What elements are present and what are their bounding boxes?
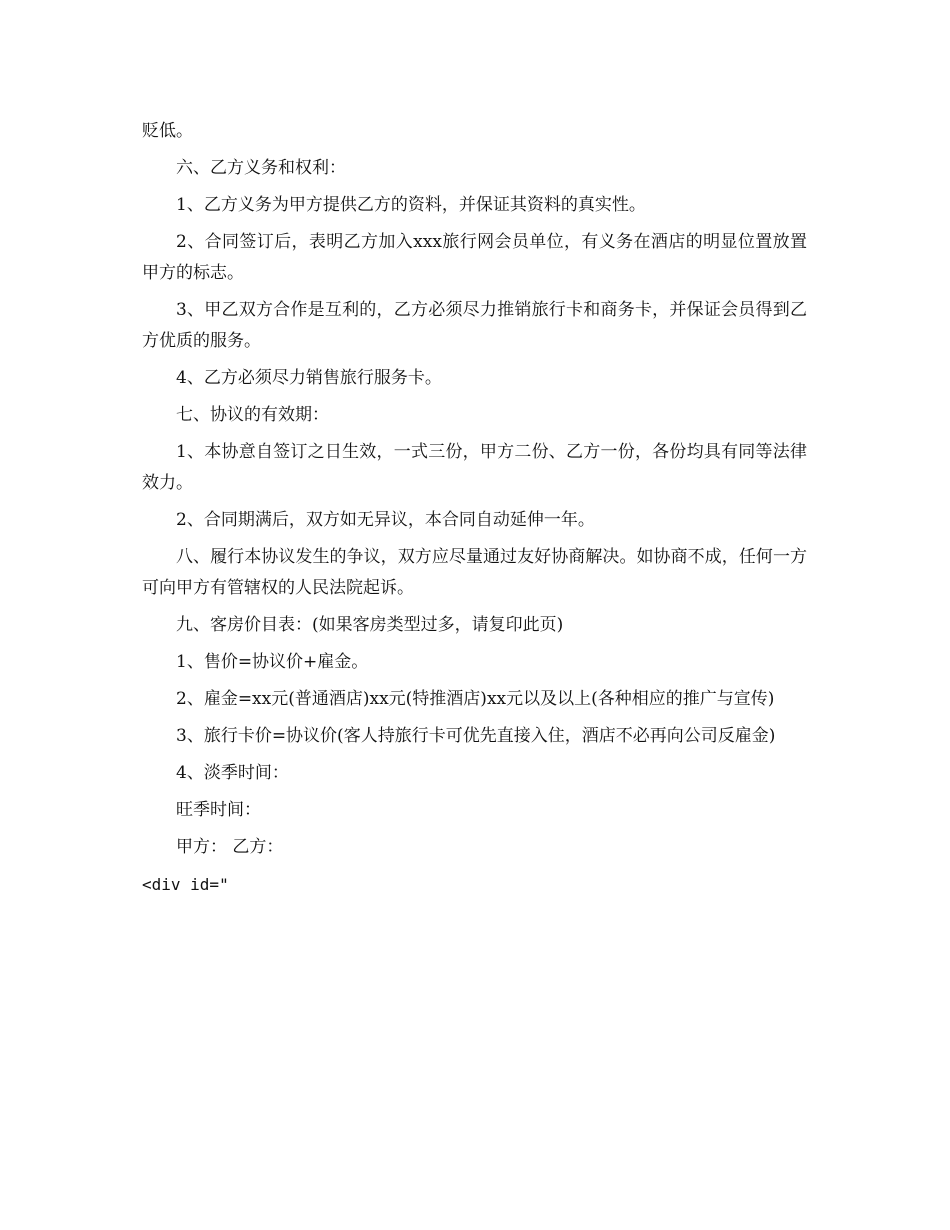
document-body: [142, 116, 807, 906]
section-heading-six: 六、乙方义务和权利：: [176, 158, 346, 178]
clause-6-1: 1、乙方义务为甲方提供乙方的资料，并保证其资料的真实性。: [176, 195, 646, 215]
section-heading-seven: 七、协议的有效期：: [176, 405, 329, 425]
paragraph-continuation: 贬低。: [142, 121, 193, 141]
clause-7-1: 1、本协意自签订之日生效，一式三份，甲方二份、乙方一份，各份均具有同等法律效力。: [142, 442, 807, 493]
clause-9-1: 1、售价=协议价+雇金。: [176, 652, 369, 672]
clause-7-2: 2、合同期满后，双方如无异议，本合同自动延伸一年。: [176, 510, 595, 530]
clause-9-2: 2、雇金=xx元(普通酒店)xx元(特推酒店)xx元以及以上(各种相应的推广与宣传): [176, 689, 775, 709]
clause-9-3: 3、旅行卡价=协议价(客人持旅行卡可优先直接入住，酒店不必再向公司反雇金): [176, 726, 776, 746]
stray-markup-text: <div id=": [142, 875, 229, 894]
section-eight: 八、履行本协议发生的争议，双方应尽量通过友好协商解决。如协商不成，任何一方可向甲方有管辖权的人民法院起诉。: [142, 547, 807, 598]
peak-season-line: 旺季时间：: [176, 800, 261, 820]
clause-6-4: 4、乙方必须尽力销售旅行服务卡。: [176, 368, 442, 388]
clause-9-4: 4、淡季时间：: [176, 763, 289, 783]
signature-line: 甲方： 乙方：: [176, 837, 284, 857]
clause-6-3: 3、甲乙双方合作是互利的，乙方必须尽力推销旅行卡和商务卡，并保证会员得到乙方优质的服务。: [142, 300, 807, 351]
section-heading-nine: 九、客房价目表：(如果客房类型过多，请复印此页): [176, 615, 564, 635]
clause-6-2: 2、合同签订后，表明乙方加入xxx旅行网会员单位，有义务在酒店的明显位置放置甲方的标志。: [142, 232, 807, 283]
